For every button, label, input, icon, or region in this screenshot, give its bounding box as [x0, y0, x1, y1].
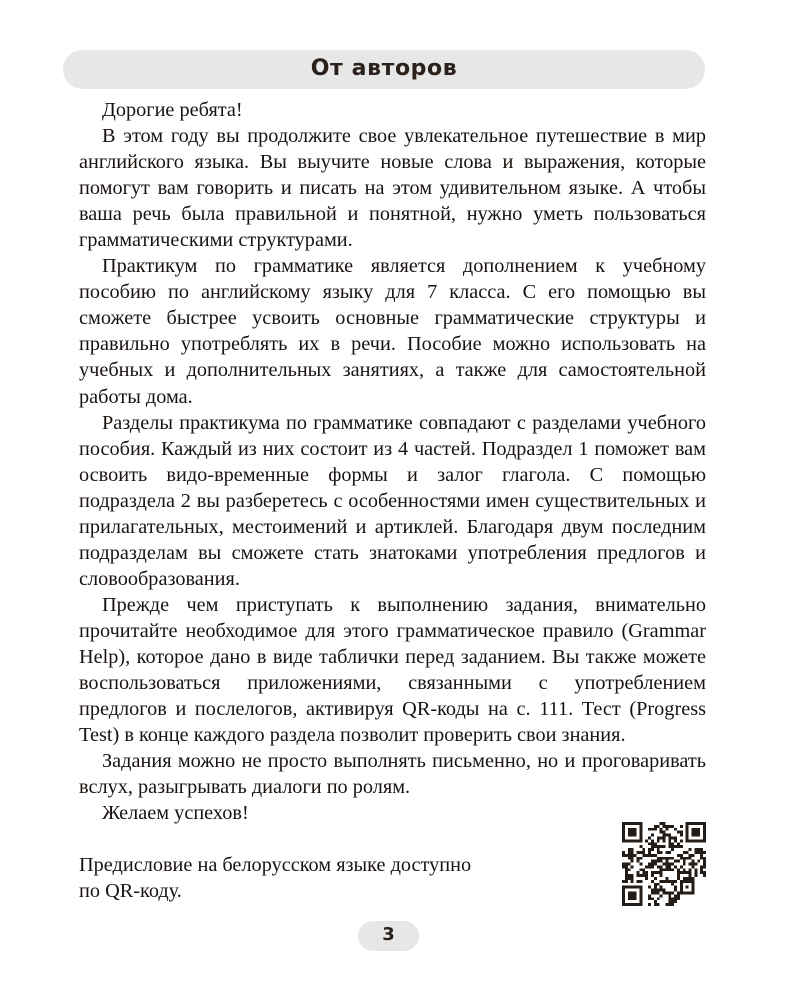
paragraph-grammar-help: Прежде чем приступать к выполнению задания, внимательно прочитайте необходимое для этого грамматическое правило (Grammar Help), которое дано в виде таблички перед заданием. Вы также можете воспользоваться приложениями, связанными с употреблением предлогов и послелогов, активируя QR-коды на с. 111. Тест (Progress Test) в конце каждого раздела позволит проверить свои знания. — [79, 593, 706, 747]
qr-note-line-2: по QR-коду. — [79, 880, 182, 903]
spacer — [79, 826, 706, 852]
article-body — [79, 97, 706, 904]
page-title: От авторов — [310, 55, 458, 81]
qr-code[interactable] — [622, 822, 706, 906]
page-title-banner — [63, 50, 705, 89]
paragraph-intro: В этом году вы продолжите свое увлекательное путешествие в мир английского языка. Вы выучите новые слова и выражения, которые помогут вам говорить и писать на этом удивительном языке. А чтобы ваша речь была правильной и понятной, нужно уметь пользоваться грамматическими структурами. — [79, 125, 706, 252]
paragraph-razdely: Разделы практикума по грамматике совпадают с разделами учебного пособия. Каждый из них состоит из 4 частей. Подраздел 1 поможет вам освоить видо-временные формы и залог глагола. С помощью подраздела 2 вы разберетесь с особенностями имен существительных и прилагательных, местоимений и артиклей. Благодаря двум последним подразделам вы сможете стать знатоками употребления предлогов и словообразования. — [79, 411, 706, 590]
paragraph-praktikum: Практикум по грамматике является дополнением к учебному пособию по английскому языку для 7 класса. С его помощью вы сможете быстрее усвоить основные грамматические структуры и правильно употреблять их в речи. Пособие можно использовать на учебных и дополнительных занятиях, а также для самостоятельной работы дома. — [79, 255, 706, 408]
paragraph-wish: Желаем успехов! — [102, 802, 249, 825]
paragraph-zadaniya: Задания можно не просто выполнять письменно, но и проговаривать вслух, разыгрывать диалоги по ролям. — [79, 750, 706, 799]
page-number: 3 — [382, 924, 395, 945]
page-number-badge — [358, 921, 419, 951]
paragraph-greeting: Дорогие ребята! — [102, 99, 243, 121]
qr-code-icon — [622, 822, 706, 906]
qr-note-line-1: Предисловие на белорусском языке доступно — [79, 854, 472, 877]
